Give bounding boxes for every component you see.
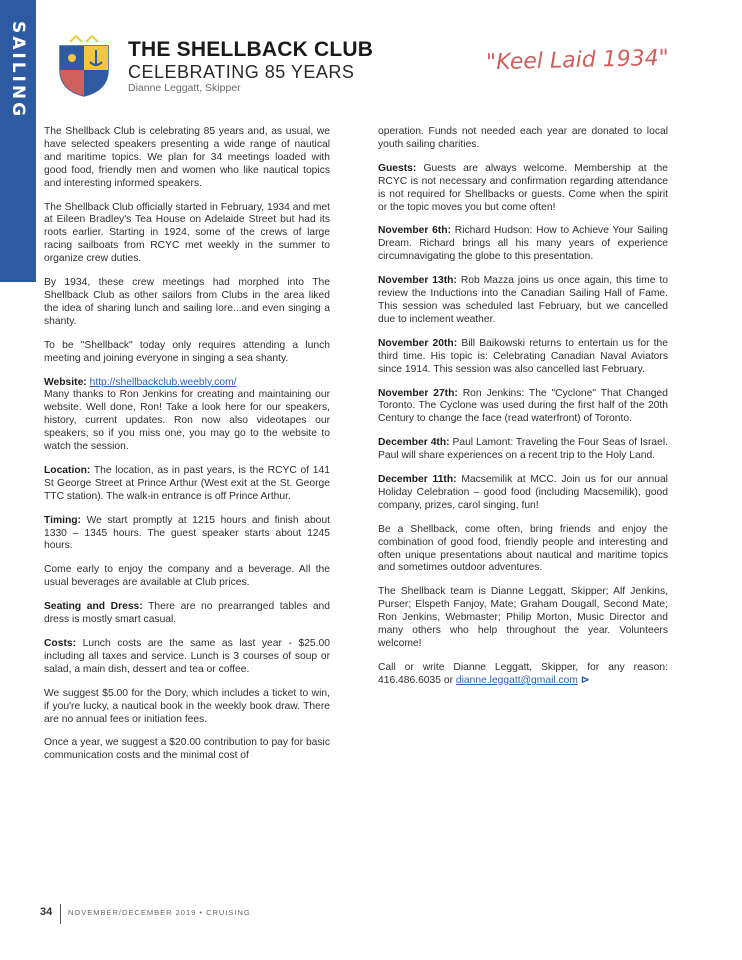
paragraph-shellback-requirement: To be "Shellback" today only requires attending a lunch meeting and joining everyone in singing a sea shanty. — [44, 339, 330, 364]
event-nov-13 — [378, 275, 668, 327]
contact-text: Call or write Dianne Leggatt, Skipper, for any reason: 416.486.6035 or — [378, 661, 668, 686]
motto: "Keel Laid 1934" — [485, 45, 670, 76]
paragraph-history: The Shellback Club officially started in February, 1934 and met at Eileen Bradley's Tea House on Adelaide Street but had its roots earlier. Starting in 1924, some of the crews of large racing sailboats from RCYC met weekly in the summer to organize crew duties. — [44, 201, 330, 265]
paragraph-contribution: Once a year, we suggest a $20.00 contribution to pay for basic communication costs and the minimal cost of — [44, 737, 330, 762]
paragraph-team: The Shellback team is Dianne Leggatt, Skipper; Alf Jenkins, Purser; Elspeth Fanjoy, Mate; Graham Dougall, Second Mate; Ron Jenkins, Webmaster; Philip Morton, Music Director and many others who help throughout the year. Volunteers welcome! — [378, 586, 668, 649]
paragraph-timing — [44, 515, 330, 554]
paragraph-history-2: By 1934, these crew meetings had morphed into The Shellback Club as other sailors from Clubs in the area liked the idea of sharing lunch and sailing lore...and even singing a shanty. — [44, 277, 330, 327]
paragraph-operation: operation. Funds not needed each year are donated to local youth sailing charities. — [378, 126, 668, 150]
end-mark-icon: ⊳ — [580, 674, 590, 686]
left-column — [44, 126, 330, 774]
event-nov-6 — [378, 225, 668, 264]
costs-text: Lunch costs are the same as last year - $25.00 including all taxes and service. Lunch is 3 courses of soup or salad, a main dish, dessert and tea or coffee. — [44, 638, 330, 675]
email-link[interactable]: dianne.leggatt@gmail.com — [455, 674, 578, 686]
paragraph-contact — [378, 662, 668, 688]
costs-label: Costs: — [44, 638, 77, 649]
event-date: December 4th: — [378, 437, 450, 449]
event-text: Ron Jenkins: The "Cyclone" That Changed Toronto. The Cyclone was used during the first half of the 20th Century to change the face (read waterfront) of Toronto. — [378, 387, 668, 425]
paragraph-dory: We suggest $5.00 for the Dory, which includes a ticket to win, if you're lucky, a nautical book in the weekly book draw. There are no annual fees or initiation fees. — [44, 687, 330, 725]
event-dec-4 — [378, 437, 668, 463]
event-date: November 6th: — [378, 225, 451, 237]
section-tab — [0, 0, 36, 282]
paragraph-website — [44, 377, 330, 454]
page-subtitle: CELEBRATING 85 YEARS — [128, 62, 355, 82]
event-text: Paul Lamont: Traveling the Four Seas of Israel. Paul will share experiences on a recent trip to the Holy Land. — [378, 437, 668, 462]
location-label: Location: — [44, 464, 91, 476]
paragraph-intro: The Shellback Club is celebrating 85 years and, as usual, we have selected speakers presenting a wide range of nautical and maritime topics. We plan for 34 meetings loaded with good food, friendly men and women who like nautical topics and interesting informed speakers. — [44, 126, 330, 189]
paragraph-guests — [378, 163, 668, 215]
issue-info: NOVEMBER/DECEMBER 2019 • CRUISING — [68, 908, 251, 917]
footer-divider — [60, 904, 61, 924]
guests-label: Guests: — [378, 162, 417, 174]
event-date: November 20th: — [378, 337, 458, 349]
byline: Dianne Leggatt, Skipper — [128, 82, 241, 94]
seating-label: Seating and Dress: — [44, 601, 143, 613]
page-number: 34 — [40, 906, 53, 918]
event-nov-27 — [378, 388, 668, 427]
event-text: Richard Hudson: How to Achieve Your Sailing Dream. Richard brings all his many years of experience circumnavigating the globe to this presentation. — [378, 225, 668, 263]
website-text: Many thanks to Ron Jenkins for creating and maintaining our website. Well done, Ron! Take a look here for our speakers, history, current updates. Ron now also videotapes our speakers, so if you miss one, you may go to the website to watch the session. — [44, 389, 330, 453]
paragraph-costs — [44, 638, 330, 677]
event-date: December 11th: — [378, 474, 457, 486]
seating-text: There are no prearranged tables and dress is mostly smart casual. — [44, 601, 331, 626]
section-tab-label: SAILING — [8, 20, 28, 120]
event-text: Macsemilik at MCC. Join us for our annual Holiday Celebration – good food (including Macsemilik), good company, prizes, carol singing, fun! — [378, 474, 668, 511]
event-text: Rob Mazza joins us once again, this time to review the Inductions into the Canadian Sailing Hall of Fame. This session was scheduled last February, but we cancelled due to inclement weather. — [378, 275, 668, 325]
timing-label: Timing: — [44, 514, 81, 526]
event-date: November 27th: — [378, 387, 458, 399]
club-crest-logo — [56, 34, 112, 98]
website-link[interactable]: http://shellbackclub.weebly.com/ — [89, 376, 237, 388]
paragraph-location — [44, 465, 330, 504]
event-nov-20 — [378, 338, 668, 377]
right-column — [378, 126, 668, 699]
website-label: Website: — [44, 376, 87, 388]
event-text: Bill Baikowski returns to entertain us for the third time. His topic is: Celebrating Canadian Naval Aviators since 1914. This session was also cancelled last February. — [378, 337, 668, 375]
timing-text: We start promptly at 1215 hours and finish about 1330 – 1345 hours. The guest speaker starts about 1245 hours. — [44, 514, 330, 552]
location-text: The location, as in past years, is the RCYC of 141 St George Street at Prince Arthur (West exit at the St. George TTC station). The walk-in entrance is off Prince Arthur. — [44, 464, 330, 502]
paragraph-be-a-shellback: Be a Shellback, come often, bring friends and enjoy the combination of good food, friendly people and interesting and often unique presentations about nautical and maritime topics and sometimes outdoor adventures. — [378, 523, 668, 574]
event-dec-11 — [378, 474, 668, 513]
page-title: THE SHELLBACK CLUB — [128, 38, 374, 61]
page-footer — [40, 904, 440, 924]
paragraph-come-early: Come early to enjoy the company and a beverage. All the usual beverages are available at Club prices. — [44, 564, 330, 589]
guests-text: Guests are always welcome. Membership at the RCYC is not necessary and confirmation regarding attendance is not required for Shellbacks or guests. Come when the spirit or the topic moves you but come often! — [378, 162, 668, 213]
event-date: November 13th: — [378, 275, 457, 287]
paragraph-seating — [44, 601, 330, 627]
